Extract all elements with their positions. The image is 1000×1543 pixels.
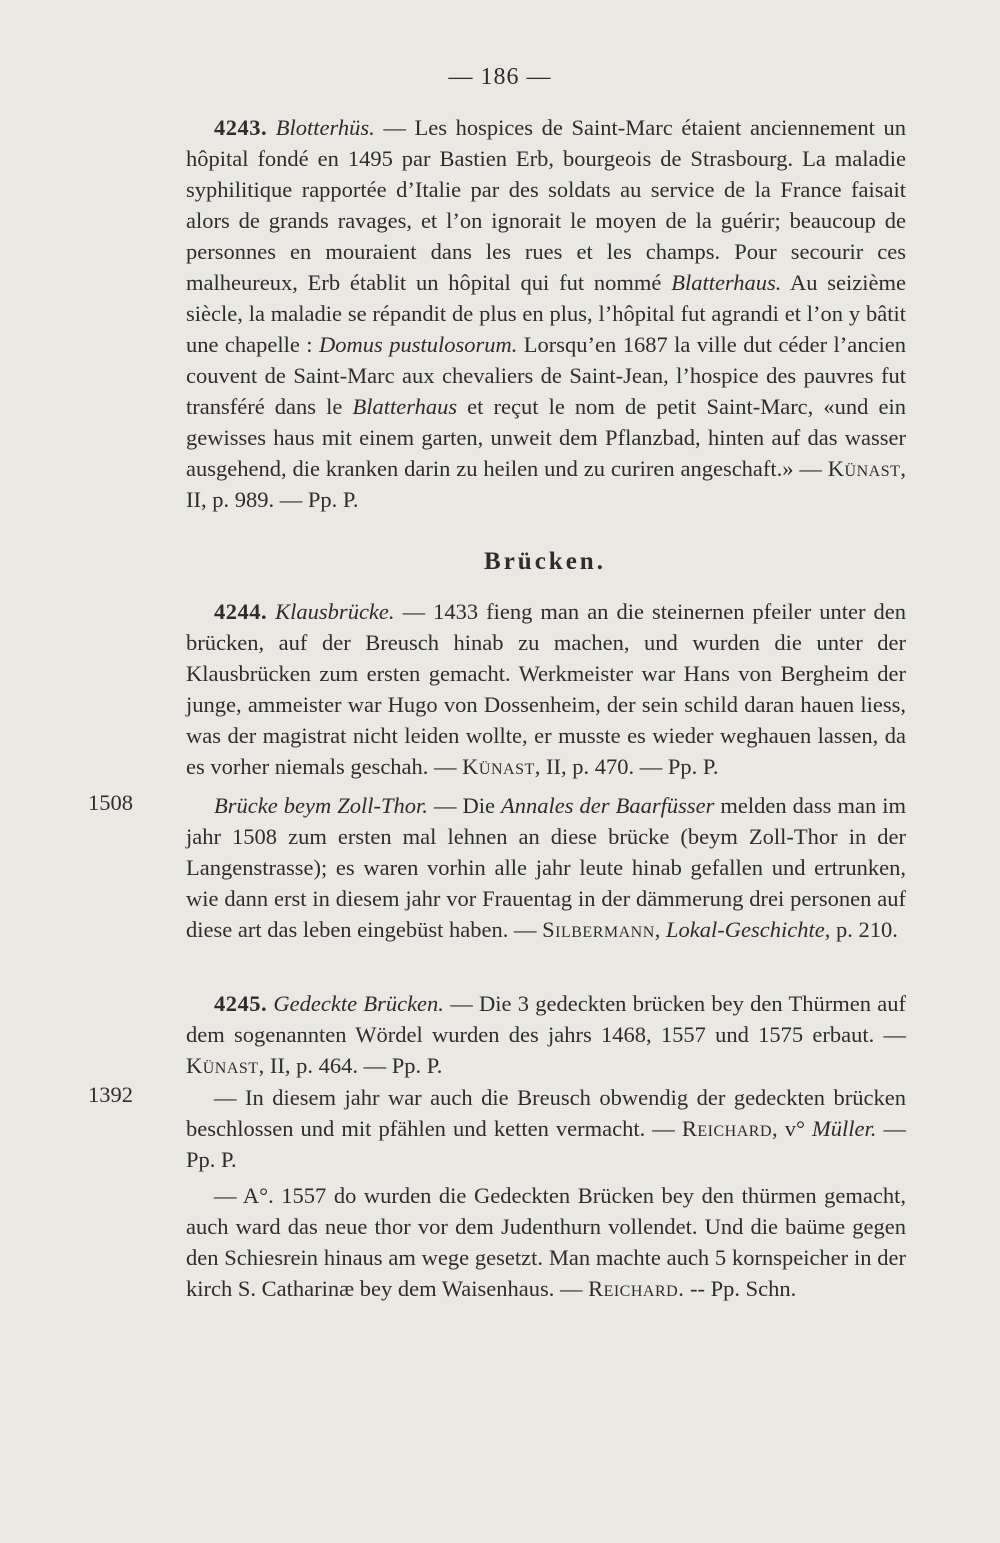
author-citation: Künast — [827, 456, 901, 481]
entry-text: , II, p. 464. — Pp. P. — [258, 1053, 443, 1078]
entry-text: — 1433 fieng man an die steinernen pfeiler unter den brücken, auf der Breusch hinab zu machen, und wurden die unter der Klausbrücken zum ersten gemacht. Werkmeister war Hans von Bergheim der junge, ammeister war Hugo von Dossenheim, der sein schild daran hauen liess, was der magistrat nicht leiden wollte, er musste es wieder weghauen lassen, da es vorher niemals geschah. — — [186, 599, 906, 779]
entry-text: Lorsqu’en 1687 la ville dut céder l’ancien couvent de Saint-Marc aux chevaliers de Saint-Jean, l’hospice des pauvres fut transféré dans le — [186, 332, 907, 419]
author-citation: Künast — [186, 1053, 259, 1078]
entry-text: — Die 3 gedeckten brücken bey den Thürmen auf dem sogenannten Wördel wurden des jahrs 1468, 1557 und 1575 erbaut. — — [186, 991, 906, 1047]
entry-title: Brücke beym Zoll-Thor. — [214, 793, 428, 818]
italic-term: Blatterhaus — [352, 394, 458, 419]
section-heading: Brücken. — [484, 548, 606, 575]
entry-text: melden dass man im jahr 1508 zum ersten mal lehnen an diese brücke (beym Zoll-Thor in der Langenstrasse); es waren vorhin alle jahr leute hinab gefallen und ertrunken, wie dann erst in diesem jahr vor Frauentag in der dämmerung drei personen auf diese art das leben eingebüst haben. — — [186, 793, 906, 942]
page-number: — 186 — — [448, 64, 552, 90]
entry-text: — Pp. P. — [186, 1116, 906, 1172]
entry-title: Klausbrücke. — [275, 599, 395, 624]
entry-text: — Die — [427, 793, 502, 818]
italic-term: Blatterhaus. — [671, 270, 782, 295]
entry-number: 4245. — [214, 991, 268, 1016]
entry-zoll-thor — [186, 790, 906, 945]
entry-text: , v° — [772, 1116, 813, 1141]
entry-text: Au seizième siècle, la maladie se répandit de plus en plus, l’hôpital fut agrandi et l’on y bâtit une chapelle : — [186, 270, 906, 357]
entry-4243 — [186, 112, 906, 515]
italic-term: Annales der Baarfüsser — [501, 793, 715, 818]
entry-text: , p. 210. — [824, 917, 898, 942]
entry-title: Blotterhüs. — [275, 115, 375, 140]
author-citation: Silbermann — [542, 917, 655, 942]
italic-term: Domus pustulosorum. — [319, 332, 518, 357]
author-citation: Künast — [462, 754, 535, 779]
entry-number: 4244. — [214, 599, 268, 624]
entry-1557 — [186, 1180, 906, 1304]
author-citation: Reichard. — [588, 1276, 685, 1301]
entry-text: et reçut le nom de petit Saint-Marc, «und ein gewisses haus mit einem garten, unweit dem Pflanzbad, hinten auf das wasser ausgehend, die kranken darin zu heilen und zu curiren angeschaft.» — — [186, 394, 906, 481]
entry-text: — In diesem jahr war auch die Breusch obwendig der gedeckten brücken beschlossen und mit pfählen und ketten vermacht. — — [186, 1085, 906, 1141]
italic-term: Lokal-Geschichte — [666, 917, 825, 942]
entry-text: — Les hospices de Saint-Marc étaient anciennement un hôpital fondé en 1495 par Bastien Erb, bourgeois de Strasbourg. La maladie syphilitique rapportée d’Italie par des soldats au service de la France faisait alors de grands ravages, et l’on ignorait le moyen de la guérir; beaucoup de personnes en mouraient dans les rues et les champs. Pour secourir ces malheureux, Erb établit un hôpital qui fut nommé — [186, 115, 907, 295]
italic-term: Müller. — [812, 1116, 877, 1141]
entry-number: 4243. — [214, 115, 268, 140]
entry-text: , II, p. 989. — Pp. P. — [186, 456, 906, 512]
author-citation: Reichard — [681, 1116, 773, 1141]
margin-year-1392: 1392 — [88, 1082, 133, 1107]
entry-text: , — [654, 917, 667, 942]
entry-4245 — [186, 988, 906, 1081]
entry-4244 — [186, 596, 906, 782]
entry-text: , II, p. 470. — Pp. P. — [534, 754, 719, 779]
entry-text: -- Pp. Schn. — [684, 1276, 797, 1301]
margin-year-1508: 1508 — [88, 790, 133, 815]
entry-text: — A°. 1557 do wurden die Gedeckten Brücken bey den thürmen gemacht, auch ward das neue thor vor dem Judenthurn vollendet. Und die baüme gegen den Schiesrein hinaus am wege gesetzt. Man machte auch 5 kornspeicher in der kirch S. Catharinæ bey dem Waisenhaus. — — [186, 1183, 906, 1301]
entry-title: Gedeckte Brücken. — [273, 991, 444, 1016]
entry-1392 — [186, 1082, 906, 1175]
